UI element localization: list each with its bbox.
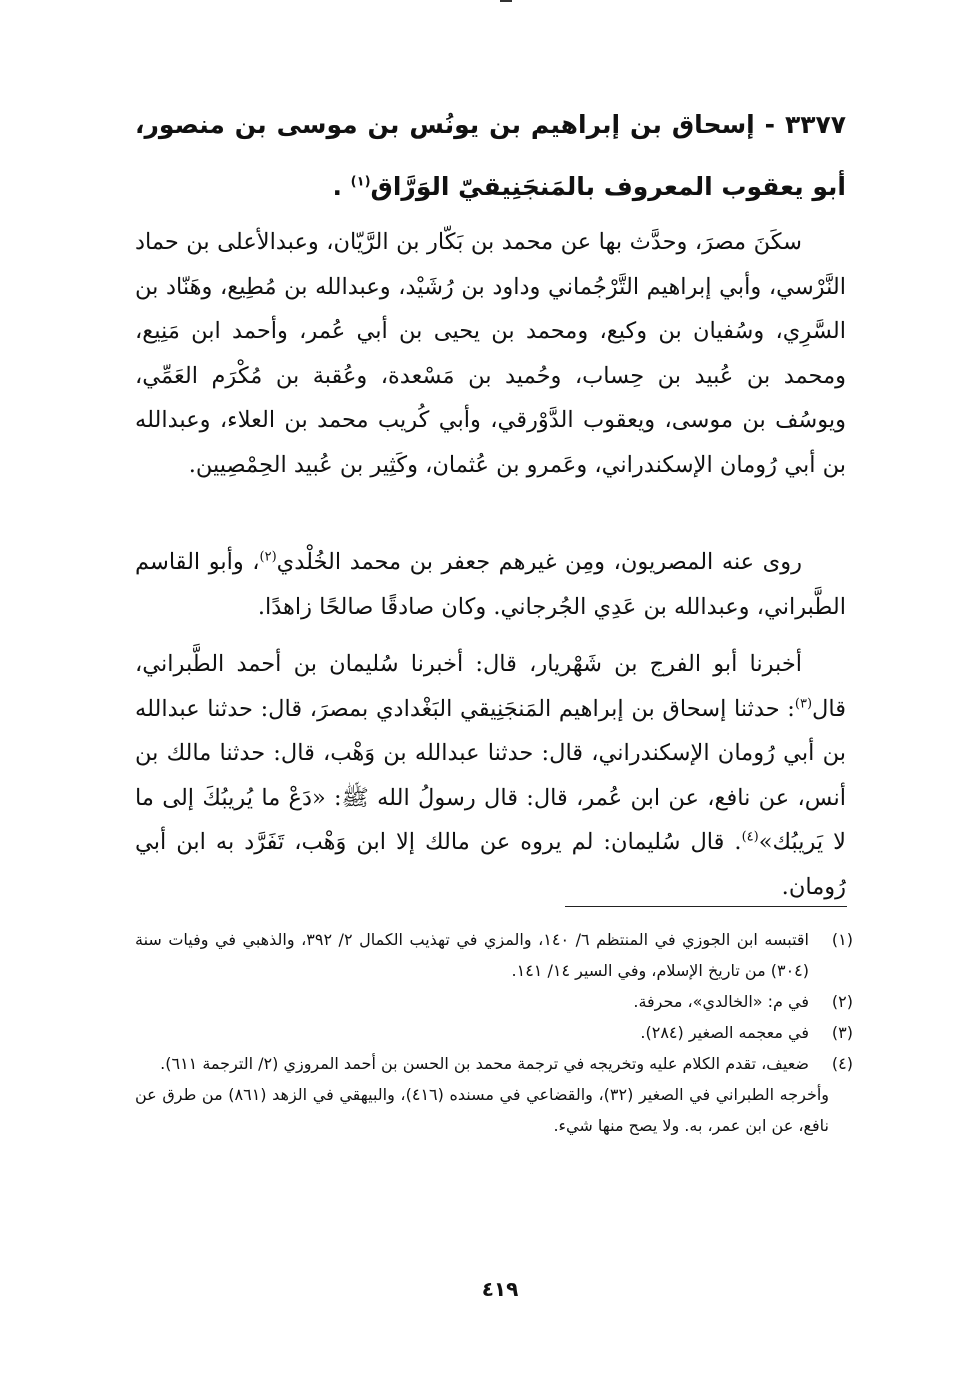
hadith-text-after: . قال سُليمان: لم يروه عن مالك إلا ابن وَهْب، تَفَرَّد به ابن أبي رُومان.	[135, 829, 846, 900]
footnote-continuation: وأخرجه الطبراني في الصغير (٣٢)، والقضاعي في مسنده (٤١٦)، والبيهقي في الزهد (٨٦١) من طرق عن نافع، عن ابن عمر، به. ولا يصح منها شيء.	[135, 1085, 830, 1135]
footnote-divider	[565, 906, 847, 907]
footnote-item	[135, 986, 853, 1017]
footnote-text: ضعيف، تقدم الكلام عليه وتخريجه في ترجمة محمد بن الحسن بن أحمد المروزي (٢/ الترجمة ٦١١).	[160, 1054, 809, 1073]
biography-paragraph	[135, 220, 846, 487]
footnote-ref-1[interactable]: (١)	[350, 174, 371, 190]
hadith-text-before: أخبرنا أبو الفرج بن شَهْريار، قال: أخبرنا سُليمان بن أحمد الطَّبراني، قال	[135, 651, 846, 722]
narrators-text-after: ، وأبو القاسم الطَّبراني، وعبدالله بن عَدِي الجُرجاني. وكان صادقًا صالحًا زاهدًا.	[135, 549, 846, 620]
narrators-paragraph	[135, 540, 846, 629]
entry-heading-end: .	[332, 172, 351, 201]
footnote-item	[135, 1048, 853, 1079]
hadith-paragraph	[135, 642, 846, 909]
footnote-text: في م: «الخالدي»، محرفة.	[633, 992, 809, 1011]
footnote-ref-2[interactable]: (٢)	[259, 549, 277, 565]
hadith-text-middle: : حدثنا إسحاق بن إبراهيم المَنجَنِيقي البَغْدادي بمصرَ، قال: حدثنا عبدالله بن أبي رُومان الإسكندراني، قال: حدثنا عبدالله بن وَهْب، قال: حدثنا مالك بن أنس، عن نافع، عن ابن عُمر، قال: قال رسولُ الله ﷺ: «دَعْ ما يُريبُكَ إلى ما لا يَريبُك»	[135, 695, 846, 855]
biography-text: سكَنَ مصرَ، وحدَّث بها عن محمد بن بَكّار بن الرَّيّان، وعبدالأعلى بن حماد النَّرْسي، وأبي إبراهيم التَّرْجُماني وداود بن رُشَيْد، وعبدالله بن مُطِيع، وهَنّاد بن السَّرِي، وسُفيان بن وكيع، ومحمد بن يحيى بن أبي عُمر، وأحمد ابن مَنِيع، ومحمد بن عُبيد بن حِساب، وحُميد بن مَسْعدة، وعُقبة بن مُكْرَم العَمِّي، ويوسُف بن موسى، ويعقوب الدَّوْرقي، وأبي كُريب محمد بن العلاء، وعبدالله بن أبي رُومان الإسكندراني، وعَمرو بن عُثمان، وكَثِير بن عُبيد الحِمْصِيين.	[135, 229, 846, 478]
footnote-number: (٣)	[831, 1023, 853, 1042]
narrators-text-before: روى عنه المصريون، ومِن غيرهم جعفر بن محمد الخُلْدي	[276, 549, 802, 575]
footnote-number: (١)	[831, 930, 853, 949]
footnote-text: اقتبسه ابن الجوزي في المنتظم ٦/ ١٤٠، والمزي في تهذيب الكمال ٢/ ٣٩٢، والذهبي في وفيات سنة (٣٠٤) من تاريخ الإسلام، وفي السير ١٤/ ١٤١.	[135, 930, 810, 980]
footnote-ref-3[interactable]: (٣)	[794, 696, 813, 711]
entry-heading	[135, 94, 846, 218]
footnote-text: في معجمه الصغير (٢٨٤).	[640, 1023, 809, 1042]
footnote-item	[135, 924, 853, 986]
entry-heading-text: ٣٣٧٧ - إسحاق بن إبراهيم بن يونُس بن موسى بن منصور، أبو يعقوب المعروف بالمَنجَنِيقيّ الوَرَّاق	[135, 110, 846, 201]
footnote-item	[135, 1017, 853, 1048]
footnote-number: (٢)	[831, 992, 853, 1011]
page-number: ٤١٩	[481, 1277, 519, 1301]
footnotes-section	[135, 924, 853, 1141]
footnote-ref-4[interactable]: (٤)	[741, 829, 759, 845]
footnote-number: (٤)	[831, 1054, 853, 1073]
